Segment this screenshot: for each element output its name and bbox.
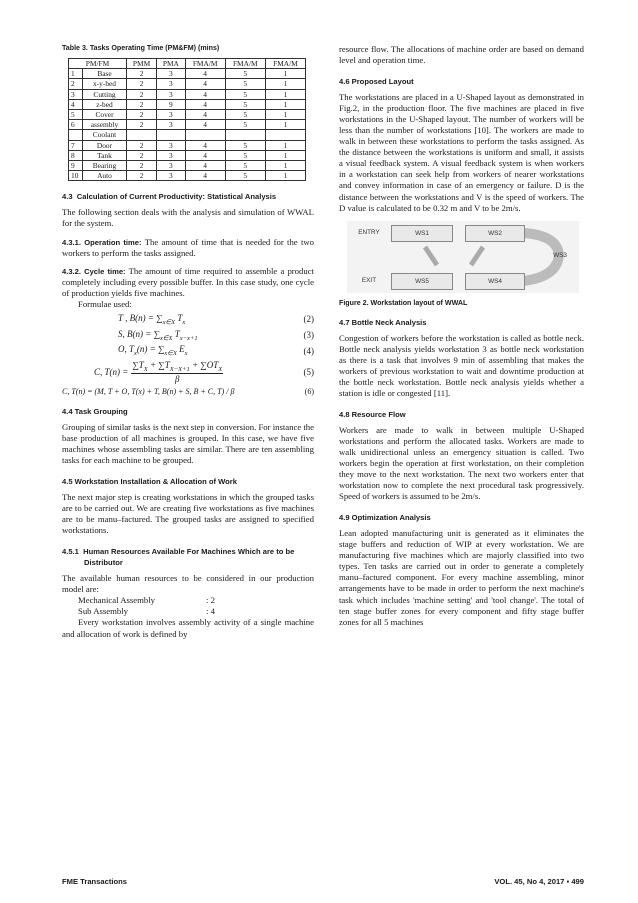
- task-name: Tank: [83, 150, 127, 160]
- table-cell: 1: [265, 110, 305, 120]
- table-cell: 3: [157, 79, 185, 89]
- table-cell: 4: [185, 120, 225, 130]
- equation-6: [62, 387, 314, 396]
- table-cell: 5: [225, 171, 265, 181]
- table-cell: 4: [185, 69, 225, 79]
- table-row: [69, 150, 306, 160]
- task-name: Cutting: [83, 89, 127, 99]
- table-row: [69, 130, 306, 140]
- table-cell: [157, 130, 185, 140]
- task-name: z-bed: [83, 99, 127, 109]
- table-header-row: [69, 59, 306, 69]
- table-cell: 1: [265, 69, 305, 79]
- task-name: Door: [83, 140, 127, 150]
- task-name: Base: [83, 69, 127, 79]
- table-header: PMA: [157, 59, 185, 69]
- resources-list: [78, 595, 314, 617]
- table-cell: 4: [185, 150, 225, 160]
- table-cell: 2: [127, 69, 157, 79]
- ws3-label: WS3: [553, 251, 567, 259]
- table-cell: 4: [185, 99, 225, 109]
- table-cell: 2: [127, 140, 157, 150]
- table-cell: 3: [157, 171, 185, 181]
- task-name: Coolant: [83, 130, 127, 140]
- table-cell: 5: [225, 140, 265, 150]
- equation-5: [94, 360, 314, 384]
- equation-body: C, T(n) = $\sum T_X + \sum T_{X-X+1} + \sum OT_X$ β: [94, 360, 223, 384]
- equation-2: [118, 313, 314, 326]
- table-row: [69, 140, 306, 150]
- table-header: FMA/M: [225, 59, 265, 69]
- section-4-6-paragraph: The workstations are placed in a U-Shaped layout as demonstrated in Fig.2, in the production floor. The five machines are placed in five workstations in the U-Shaped layout. The number of workers will be less than the number of workstations [10]. The workers are made to walk in between these workstations to perform the tasks assigned. As the distance between the workstations is uniform and small, it assists a visual feedback system. A visual feedback system is when workers in a workstation can seek help from workers of nearer workstations and convey information in case of an emergency or failure. D is the distance between the workstations and V is the speed of workers. The D value is calculated to be 0.32 m and V to be 2m/s.: [339, 92, 584, 213]
- task-name: Cover: [83, 110, 127, 120]
- task-name: Bearing: [83, 161, 127, 171]
- table-cell: 4: [185, 161, 225, 171]
- list-item: Sub Assembly : 4: [78, 606, 215, 617]
- table-cell: 4: [185, 89, 225, 99]
- table-row: [69, 110, 306, 120]
- table-row: [69, 99, 306, 109]
- table-cell: 3: [157, 89, 185, 99]
- tasks-table: [68, 58, 306, 181]
- table-cell: 1: [265, 89, 305, 99]
- section-number: 4.5.1: [62, 547, 79, 557]
- section-4-5-1-paragraph-2: Every workstation involves assembly activity of a single machine and allocation of work is defined by: [62, 617, 314, 639]
- table-cell: 3: [157, 69, 185, 79]
- section-4-3-paragraph: The following section deals with the analysis and simulation of WWAL for the system.: [62, 207, 314, 229]
- exit-label: EXIT: [361, 276, 377, 284]
- table-cell: 4: [185, 110, 225, 120]
- table-cell: 1: [265, 171, 305, 181]
- table-cell: 1: [265, 120, 305, 130]
- ws5-box: WS5: [391, 273, 453, 290]
- table-cell: 1: [265, 99, 305, 109]
- equations: [118, 313, 314, 357]
- formulae-label: Formulae used:: [78, 298, 132, 309]
- equation-number: (2): [303, 314, 314, 325]
- section-4-6-heading: 4.6 Proposed Layout: [339, 77, 414, 87]
- row-number: 5: [69, 110, 83, 120]
- table-cell: [225, 130, 265, 140]
- row-number: 6: [69, 120, 83, 130]
- table-cell: 5: [225, 150, 265, 160]
- table-cell: 1: [265, 79, 305, 89]
- arrow-down-icon: [425, 247, 437, 265]
- row-number: 10: [69, 171, 83, 181]
- table-cell: 1: [265, 150, 305, 160]
- table-cell: 2: [127, 89, 157, 99]
- equation-body: C, T(n) = (M, T + O, T(x) + T, B(n) + S, B + C, T) / β: [62, 387, 235, 396]
- row-number: 1: [69, 69, 83, 79]
- table-cell: 5: [225, 110, 265, 120]
- table-header: FMA/M: [185, 59, 225, 69]
- section-4-8-paragraph: Workers are made to walk in between multiple U-Shaped workstations and perform the allocated tasks. Workers are made to walk unidirectional unless an emergency situation is called. Two workers begin the operation at first workstation, on their completion they move to the next workstation. The next two workers enter that workstation now to complete the next procedural task progressively. Speed of workers is assumed to be 2m/s.: [339, 424, 584, 502]
- table-cell: 4: [185, 79, 225, 89]
- table-cell: 3: [157, 150, 185, 160]
- section-4-5-1-heading: [62, 546, 314, 568]
- section-4-4-heading: 4.4 Task Grouping: [62, 407, 128, 416]
- table-cell: 2: [127, 99, 157, 109]
- section-4-7-paragraph: Congestion of workers before the workstation is called as bottle neck. Bottle neck analysis yields workstation 3 as bottle neck workstation as there is a task that involves 9 min of assembling that makes the workers of previous workstation to wait and downtime production at the bottle neck workstation. Bottle neck analysis yields whether a station is idle or congested [11].: [339, 332, 584, 398]
- row-number: 8: [69, 150, 83, 160]
- section-4-7-heading: 4.7 Bottle Neck Analysis: [339, 317, 427, 327]
- entry-label: ENTRY: [358, 228, 380, 236]
- cycle-time-lead: 4.3.2. Cycle time:: [62, 266, 126, 276]
- row-number: 9: [69, 161, 83, 171]
- table-cell: 3: [157, 161, 185, 171]
- table-cell: [265, 130, 305, 140]
- table-row: [69, 89, 306, 99]
- equation-body: T , $B(n) = \sum_{x\in X}$ $T_x$: [118, 312, 186, 326]
- row-number: 7: [69, 140, 83, 150]
- table-cell: 4: [185, 171, 225, 181]
- task-name: assembly: [83, 120, 127, 130]
- table-cell: 2: [127, 171, 157, 181]
- equation-4: [118, 344, 314, 357]
- table-header: FMA/M: [265, 59, 305, 69]
- table-row: [69, 120, 306, 130]
- table-cell: 5: [225, 69, 265, 79]
- equation-body: O, $T_x(n) = \sum_{x\in X}$ $E_x$: [118, 344, 188, 358]
- ws1-box: WS1: [391, 225, 453, 242]
- row-number: 3: [69, 89, 83, 99]
- table-cell: 2: [127, 150, 157, 160]
- table-cell: 2: [127, 79, 157, 89]
- table-row: [69, 161, 306, 171]
- task-name: Auto: [83, 171, 127, 181]
- section-4-5-paragraph: The next major step is creating workstations in which the grouped tasks are to be carried out. We are creating five workstations as five machines are to be manu–factured. The grouped tasks are assigned to specified workstations.: [62, 492, 314, 536]
- ws4-box: WS4: [465, 273, 525, 290]
- row-number: 2: [69, 79, 83, 89]
- equation-number: (4): [303, 345, 314, 356]
- section-4-5-1-paragraph: The available human resources to be considered in our production model are:: [62, 573, 314, 595]
- table-cell: 2: [127, 161, 157, 171]
- section-title: Human Resources Available For Machines Which are to be Distributor: [83, 547, 295, 568]
- table-cell: 5: [225, 79, 265, 89]
- table-cell: [127, 130, 157, 140]
- table-header: PMM: [127, 59, 157, 69]
- equation-3: [118, 329, 314, 342]
- section-4-8-heading: 4.8 Resource Flow: [339, 409, 406, 419]
- section-4-9-paragraph: Lean adopted manufacturing unit is generated as it eliminates the stage buffers and reduction of WIP at every workstation. We are manufacturing five machines which are majorly classified into two types. Ten tasks are carried out in order to generate a completely manu–factured component. For every machine assembling, minor arrangements have to be made in order to perform the next machine's task which includes 'machine setting' and 'tool change'. The total of ten stage buffer zones for every component and fifty stage buffer zones for all 5 machines: [339, 528, 584, 627]
- row-number: [69, 130, 83, 140]
- equation-number: (5): [303, 367, 314, 378]
- table-cell: 3: [157, 110, 185, 120]
- task-name: x-y-bed: [83, 79, 127, 89]
- section-number: 4.3: [62, 192, 73, 202]
- section-4-5-heading: 4.5 Workstation Installation & Allocation of Work: [62, 477, 237, 487]
- table-cell: 5: [225, 161, 265, 171]
- table-row: [69, 69, 306, 79]
- table-cell: 4: [185, 140, 225, 150]
- arrow-up-icon: [471, 247, 483, 265]
- footer-journal: FME Transactions: [62, 877, 127, 886]
- table-cell: 9: [157, 99, 185, 109]
- table-cell: 2: [127, 120, 157, 130]
- section-4-3-1-paragraph: [62, 237, 314, 259]
- footer-volume-page: VOL. 45, No 4, 2017 ▪ 499: [494, 877, 584, 886]
- section-4-3-2-paragraph: [62, 266, 314, 299]
- table-cell: 1: [265, 140, 305, 150]
- operation-time-lead: 4.3.1. Operation time:: [62, 237, 142, 247]
- continued-paragraph: resource flow. The allocations of machine order are based on demand level and operation time.: [339, 44, 584, 66]
- list-item: Mechanical Assembly : 2: [78, 595, 215, 606]
- table-cell: 1: [265, 161, 305, 171]
- figure-caption: Figure 2. Workstation layout of WWAL: [339, 298, 468, 307]
- ws2-box: WS2: [465, 225, 525, 242]
- row-number: 4: [69, 99, 83, 109]
- section-4-4-paragraph: Grouping of similar tasks is the next step in conversion. For instance the base production of all machines is grouped. In this case, we have five machines whose assembling tasks are similar. There are ten assembling tasks for each machine to be grouped.: [62, 422, 314, 466]
- table-row: [69, 79, 306, 89]
- table-cell: 3: [157, 120, 185, 130]
- table-caption: Table 3. Tasks Operating Time (PM&FM) (mins): [62, 44, 220, 52]
- cycle-time-text: The amount of time required to assemble a product completely including every possible buffer. In this case study, one cycle of production yields five machines.: [62, 265, 314, 298]
- right-column: [339, 44, 584, 635]
- operation-time-text: The amount of time that is needed for the two workers to perform the tasks assigned.: [62, 236, 315, 258]
- section-title: Calculation of Current Productivity: Statistical Analysis: [76, 192, 277, 202]
- table-cell: 3: [157, 140, 185, 150]
- workstation-layout-figure: [347, 221, 579, 293]
- table-header: PM/FM: [69, 59, 127, 69]
- section-4-3-heading: [62, 191, 314, 202]
- table-cell: 2: [127, 110, 157, 120]
- section-4-9-heading: 4.9 Optimization Analysis: [339, 513, 431, 523]
- table-cell: 5: [225, 120, 265, 130]
- equation-body: S, $B(n) = \sum_{x\in X}$ $T_{x-x+1}$: [118, 328, 198, 342]
- table-cell: [185, 130, 225, 140]
- table-row: [69, 171, 306, 181]
- table-cell: 5: [225, 99, 265, 109]
- table-cell: 5: [225, 89, 265, 99]
- equation-number: (3): [303, 330, 314, 340]
- left-column: [62, 44, 314, 647]
- equation-number: (6): [304, 387, 314, 396]
